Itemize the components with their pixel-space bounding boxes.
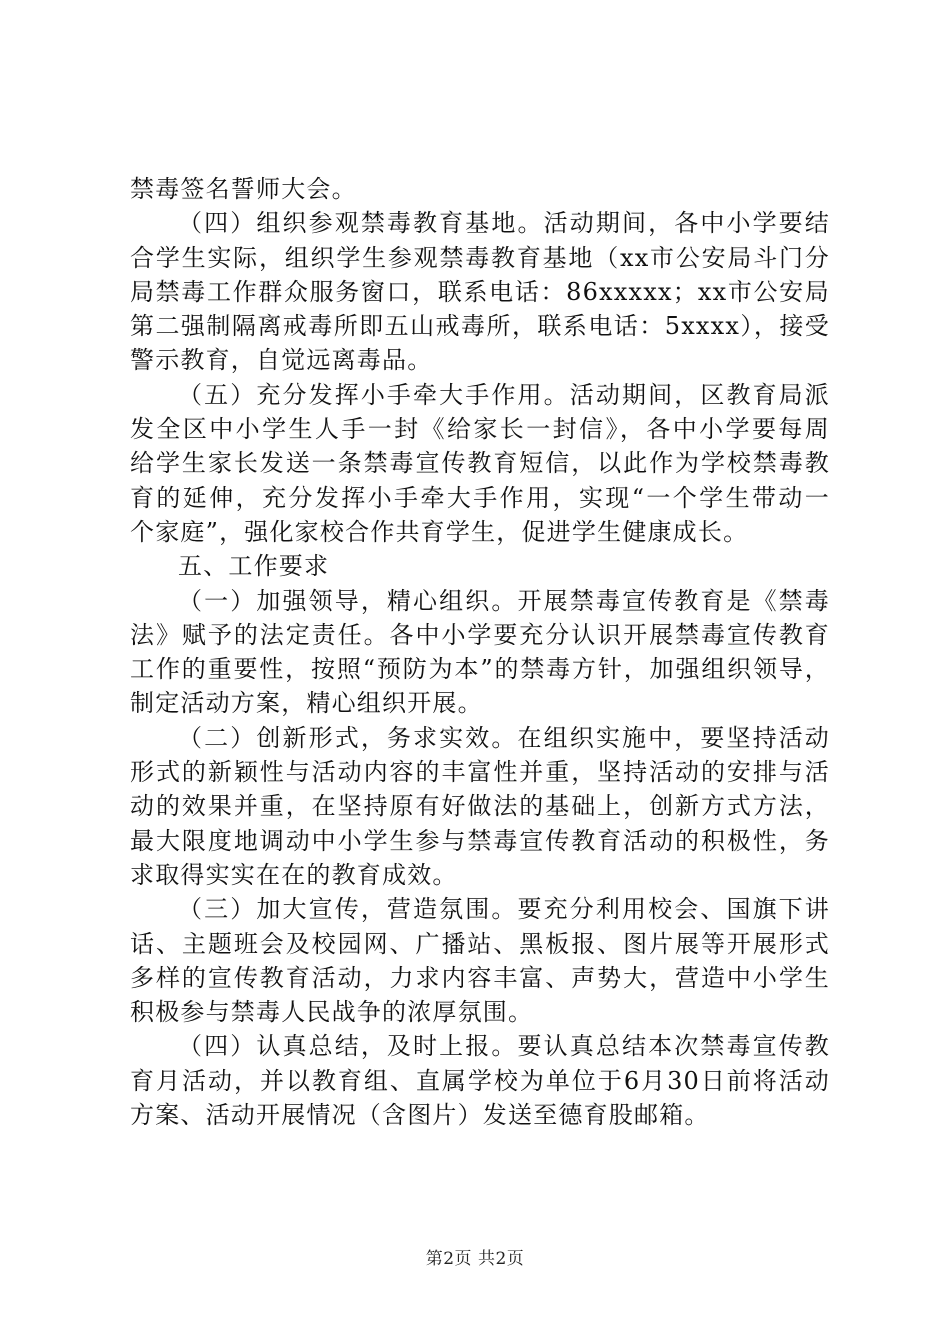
text-line: 第二强制隔离戒毒所即五山戒毒所，联系电话：5xxxx），接受 <box>130 312 830 341</box>
text-line: 育月活动，并以教育组、直属学校为单位于6月30日前将活动 <box>130 1066 830 1095</box>
text-line: 形式的新颖性与活动内容的丰富性并重，坚持活动的安排与活 <box>130 758 830 787</box>
text-line: （五）充分发挥小手牵大手作用。活动期间，区教育局派 <box>178 380 830 409</box>
text-line: 动的效果并重，在坚持原有好做法的基础上，创新方式方法， <box>130 792 830 821</box>
text-line: （二）创新形式，务求实效。在组织实施中，要坚持活动 <box>178 723 830 752</box>
text-line: 最大限度地调动中小学生参与禁毒宣传教育活动的积极性，务 <box>130 826 830 855</box>
text-line: 求取得实实在在的教育成效。 <box>130 860 458 889</box>
text-line: 发全区中小学生人手一封《给家长一封信》，各中小学要每周 <box>130 415 830 444</box>
text-line: 制定活动方案，精心组织开展。 <box>130 689 483 718</box>
text-line: 法》赋予的法定责任。各中小学要充分认识开展禁毒宣传教育 <box>130 620 830 649</box>
text-line: 育的延伸，充分发挥小手牵大手作用，实现“一个学生带动一 <box>130 483 830 512</box>
text-line: 警示教育，自觉远离毒品。 <box>130 346 433 375</box>
text-line: 禁毒签名誓师大会。 <box>130 175 357 203</box>
text-line: 局禁毒工作群众服务窗口，联系电话：86xxxxx；xx市公安局 <box>130 277 830 306</box>
text-line: 方案、活动开展情况（含图片）发送至德育股邮箱。 <box>130 1101 710 1130</box>
text-line: 多样的宣传教育活动，力求内容丰富、声势大，营造中小学生 <box>130 963 830 992</box>
text-line: 个家庭”，强化家校合作共育学生，促进学生健康成长。 <box>130 517 749 546</box>
text-line: 工作的重要性，按照“预防为本”的禁毒方针，加强组织领导， <box>130 655 830 684</box>
text-line: 五、工作要求 <box>178 552 330 581</box>
text-line: （一）加强领导，精心组织。开展禁毒宣传教育是《禁毒 <box>178 586 830 615</box>
text-line: （四）组织参观禁毒教育基地。活动期间，各中小学要结 <box>178 209 830 238</box>
text-line: 话、主题班会及校园网、广播站、黑板报、图片展等开展形式 <box>130 929 830 958</box>
text-line: 合学生实际，组织学生参观禁毒教育基地（xx市公安局斗门分 <box>130 243 830 272</box>
text-line: （四）认真总结，及时上报。要认真总结本次禁毒宣传教 <box>178 1032 830 1061</box>
page-footer: 第2页 共2页 <box>425 1249 525 1269</box>
document-body <box>130 172 830 1132</box>
text-line: 积极参与禁毒人民战争的浓厚氛围。 <box>130 998 534 1027</box>
text-line: （三）加大宣传，营造氛围。要充分利用校会、国旗下讲 <box>178 895 830 924</box>
text-line: 给学生家长发送一条禁毒宣传教育短信，以此作为学校禁毒教 <box>130 449 830 478</box>
